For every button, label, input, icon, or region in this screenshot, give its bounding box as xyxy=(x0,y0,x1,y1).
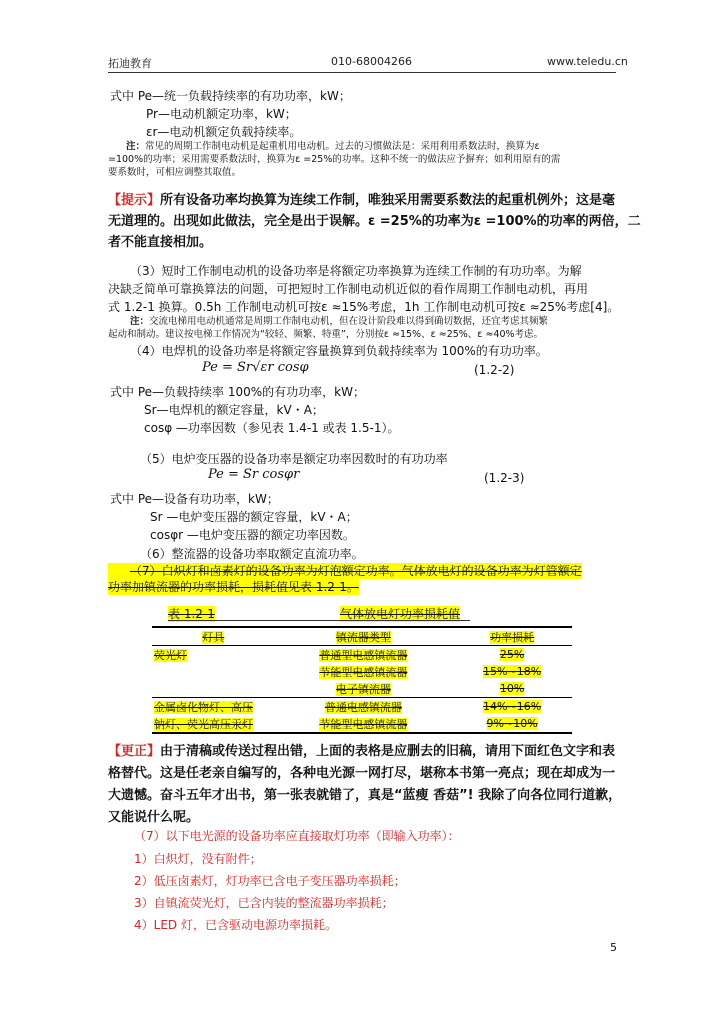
table-row xyxy=(152,663,572,680)
tip-text: 所有设备功率均换算为连续工作制，唯独采用需要系数法的起重机例外；这是毫 xyxy=(160,193,616,208)
table-cell: 10% xyxy=(499,682,525,695)
table-row xyxy=(152,698,572,716)
tip-line2: 无道理的。出现如此做法，完全是出于误解。ε =25%的功率为ε =100%的功率的两倍，二 xyxy=(108,214,641,229)
table-cell: 普通型电感镇流器 xyxy=(319,648,408,662)
red-line2: 2）低压卤素灯，灯功率已含电子变压器功率损耗； xyxy=(134,874,406,888)
p5-desc3: cosφr —电炉变压器的额定功率因数。 xyxy=(150,528,355,542)
tip-label: 【提示】 xyxy=(108,193,161,208)
p4-line1: （4）电焊机的设备功率是将额定容量换算到负载持续率为 100%的有功功率。 xyxy=(130,344,548,358)
table-cell: 荧光灯 xyxy=(154,648,187,662)
table-header-row xyxy=(152,627,572,646)
p3-line3: 式 1.2-1 换算。0.5h 工作制电动机可按ε ≈15%考虑，1h 工作制电动机可按ε ≈25%考虑[4]。 xyxy=(108,300,620,314)
red-line4: 4）LED 灯，已含驱动电源功率损耗。 xyxy=(134,918,337,932)
table-cell: 25% xyxy=(499,648,525,661)
header-rule xyxy=(108,72,616,73)
p5-line1: （5）电炉变压器的设备功率是额定功率因数时的有功功率 xyxy=(140,452,448,466)
block1-note-line1 xyxy=(126,141,540,153)
table-cell: 金属卤化物灯、高压 xyxy=(154,700,253,714)
table-cell: 电子镇流器 xyxy=(335,682,391,696)
p5-desc2: Sr —电炉变压器的额定容量，kV・A； xyxy=(150,510,358,524)
table-cell: 节能型电感镇流器 xyxy=(319,717,408,731)
correction-line3: 大遗憾。奋斗五年才出书，第一张表就错了，真是“蓝瘦 香菇”! 我除了向各位同行道歉， xyxy=(108,788,622,803)
correction-line2: 格替代。这是任老亲自编写的，各种电光源一网打尽，堪称本书第一亮点；现在却成为一 xyxy=(108,766,616,781)
header-brand: 拓迪教育 xyxy=(108,57,152,70)
table-caption-number: 表 1.2-1 xyxy=(168,607,215,621)
loss-table xyxy=(152,626,572,734)
table-header-cell: 灯具 xyxy=(202,630,225,644)
red-line3: 3）自镇流荧光灯，已含内装的整流器功率损耗； xyxy=(134,896,394,910)
note-text: 常见的周期工作制电动机是起重机用电动机。过去的习惯做法是：采用利用系数法时，换算为ε xyxy=(145,141,540,152)
p7-struck-line2: 功率加镇流器的功率损耗，损耗值见表 1.2-1。 xyxy=(108,580,359,594)
tip-line3: 者不能直接相加。 xyxy=(108,235,213,250)
table-header-cell: 功率损耗 xyxy=(490,630,535,644)
block1-line2: Pr—电动机额定功率，kW； xyxy=(146,107,297,121)
page-number: 5 xyxy=(610,941,617,954)
p3-note-line2: 起动和制动。建议按电梯工作情况为“较轻、频繁、特重”，分别按ε ≈15%、ε ≈25%、ε ≈40%考虑。 xyxy=(108,329,544,340)
red-line0: （7）以下电光源的设备功率应直接取灯功率（即输入功率）： xyxy=(134,829,460,843)
p5-equation-number: (1.2-3) xyxy=(484,471,525,485)
table-caption: 气体放电灯功率损耗值 xyxy=(340,607,461,621)
p5-desc1: 式中 Pe—设备有功功率，kW； xyxy=(110,492,279,506)
table-cell: 钠灯、荧光高压汞灯 xyxy=(154,717,253,731)
table-cell: 9%~10% xyxy=(486,717,538,730)
table-cell: 15%~18% xyxy=(483,665,542,678)
table-cell: 14%~16% xyxy=(483,700,542,713)
p4-desc2: Sr—电焊机的额定容量，kV・A； xyxy=(144,403,324,417)
p7-struck-line1: （7）白炽灯和卤素灯的设备功率为灯泡额定功率。气体放电灯的设备功率为灯管额定 xyxy=(108,563,582,579)
p3-note-line1 xyxy=(130,316,548,328)
p6-line1: （6）整流器的设备功率取额定直流功率。 xyxy=(140,547,364,561)
table-cell: 节能型电感镇流器 xyxy=(319,665,408,679)
p4-equation-number: (1.2-2) xyxy=(474,363,515,377)
note-label: 注： xyxy=(130,316,150,327)
correction-label: 【更正】 xyxy=(108,744,161,759)
block1-note-line3: 要系数时，可相应调整其取值。 xyxy=(108,167,242,178)
p4-desc3: cosφ —功率因数（参见表 1.4-1 或表 1.5-1）。 xyxy=(144,421,400,435)
correction-text: 由于清稿或传送过程出错，上面的表格是应删去的旧稿，请用下面红色文字和表 xyxy=(160,744,616,759)
table-row xyxy=(152,646,572,664)
correction-line1 xyxy=(108,741,615,763)
table-cell: 普通电感镇流器 xyxy=(324,700,402,714)
note-text: 交流电梯用电动机通常是周期工作制电动机，但在设计阶段难以得到确切数据，还宜考虑其频繁 xyxy=(149,316,549,327)
caption-underline xyxy=(168,620,470,621)
note-label: 注： xyxy=(126,141,146,152)
block1-line1: 式中 Pe—统一负载持续率的有功功率，kW； xyxy=(110,89,351,103)
header-website[interactable]: www.teledu.cn xyxy=(547,55,628,68)
p4-equation: Pe = Sr√εr cosφ xyxy=(202,360,309,375)
table-row xyxy=(152,715,572,733)
table-row xyxy=(152,680,572,698)
table-header-cell: 镇流器类型 xyxy=(335,630,391,644)
p5-equation: Pe = Sr cosφr xyxy=(208,467,300,482)
block1-line3: εr—电动机额定负载持续率。 xyxy=(146,125,302,139)
red-line1: 1）白炽灯，没有附件； xyxy=(134,852,262,866)
p3-line2: 决缺乏简单可靠换算法的问题，可把短时工作制电动机近似的看作周期工作制电动机，再用 xyxy=(108,282,589,296)
block1-note-line2: =100%的功率；采用需要系数法时，换算为ε =25%的功率。这种不统一的做法应予摒弃；如利用原有的需 xyxy=(108,154,561,165)
correction-line4: 又能说什么呢。 xyxy=(108,810,200,825)
p4-desc1: 式中 Pe—负载持续率 100%的有功功率，kW； xyxy=(110,385,365,399)
p3-line1: （3）短时工作制电动机的设备功率是将额定功率换算为连续工作制的有功功率。为解 xyxy=(130,264,582,278)
header-phone: 010-68004266 xyxy=(331,55,412,68)
tip-line1 xyxy=(108,190,615,212)
